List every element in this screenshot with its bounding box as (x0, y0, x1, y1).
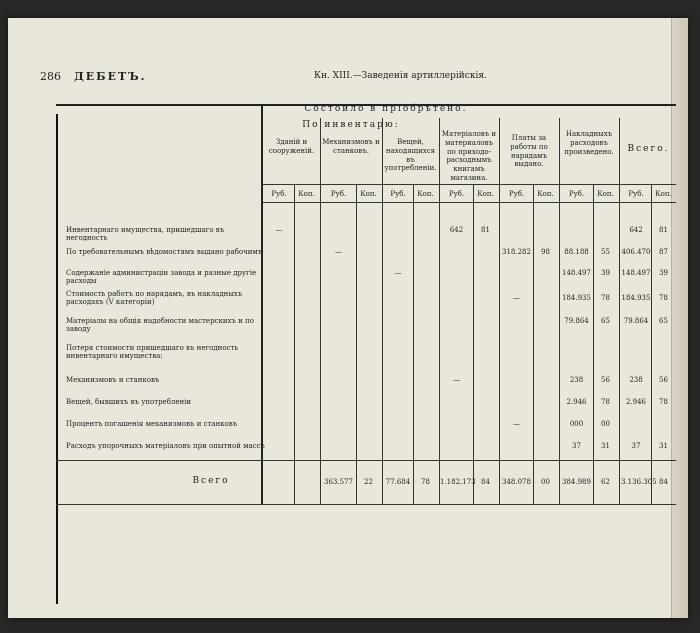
kop-label: Коп. (360, 190, 377, 198)
cell: 55 (601, 248, 610, 256)
total-cell: 77.684 (385, 478, 411, 486)
cell: 31 (659, 442, 668, 450)
cell: 56 (601, 376, 610, 384)
cell: 78 (659, 398, 668, 406)
rub-label: Руб. (628, 190, 644, 198)
cell: 00 (601, 420, 610, 428)
cell: 88.188 (564, 248, 589, 256)
rub-label: Руб. (568, 190, 585, 198)
cell: 238 (569, 376, 584, 384)
cell: 87 (659, 248, 668, 256)
ledger-table (56, 104, 676, 514)
row-label: Расходъ упорочныхъ матеріаловъ при опытной массѣ (66, 442, 265, 450)
row-label: Потеря стоимости пришедшаго въ негодность инвентарнаго имущества: (66, 344, 239, 361)
kop-label: Коп. (417, 190, 434, 198)
cell: 642 (629, 226, 643, 234)
total-cell: 363.577 (324, 478, 353, 486)
cell: 81 (481, 226, 490, 234)
dash: — (394, 269, 402, 277)
total-cell: 84 (481, 478, 490, 486)
total-cell: 62 (601, 478, 610, 486)
sub-title: По инвентарю: (302, 120, 400, 130)
cell: 238 (629, 376, 643, 384)
cell: 78 (601, 294, 610, 302)
col-things: Вещей, находящихся въ употребленіи. (384, 138, 437, 173)
cell: 184.935 (562, 294, 591, 302)
kop-label: Коп. (477, 190, 494, 198)
cell: 78 (659, 294, 668, 302)
row-label: Механизмовъ и станковъ (66, 376, 160, 384)
row-label: Вещей, бывшихъ въ употребленіи (66, 398, 192, 406)
total-cell: 348.078 (502, 478, 531, 486)
dash: — (513, 294, 520, 302)
cell: 98 (541, 248, 550, 256)
page-number: 286 (40, 70, 61, 83)
total-cell: 1.182.173 (440, 478, 476, 486)
dash: — (275, 226, 283, 234)
cell: 39 (659, 269, 668, 277)
cell: 184.935 (621, 294, 651, 302)
total-cell: 00 (541, 478, 550, 486)
kop-label: Коп. (537, 190, 554, 198)
rub-label: Руб. (271, 190, 287, 198)
kop-label: Коп. (655, 190, 672, 198)
cell: 000 (569, 420, 584, 428)
cell: 79.864 (564, 317, 589, 325)
row-label: Стоимость работъ по нарядамъ, въ накладныхъ расходахъ (V категоріи) (66, 290, 243, 307)
cell: 31 (601, 442, 610, 450)
col-total: Всего. (627, 144, 670, 154)
cell: 78 (601, 398, 610, 406)
total-cell: 3.136.305 (621, 478, 657, 486)
cell: 37 (631, 442, 641, 450)
dash: — (453, 376, 460, 384)
cell: 2.946 (625, 398, 647, 406)
top-title: Состоило в пріобрѣтено. (304, 104, 468, 114)
cell: 318.282 (502, 248, 531, 256)
total-cell: 84 (659, 478, 668, 486)
total-cell: 384.989 (562, 478, 591, 486)
dash: — (513, 420, 520, 428)
cell: 2.946 (566, 398, 587, 406)
cell: 56 (659, 376, 668, 384)
total-cell: 78 (421, 478, 430, 486)
dash: — (335, 248, 342, 256)
col-overhead: Накладныхъ расходовъ произведено. (564, 130, 614, 156)
cell: 37 (572, 442, 581, 450)
row-label: По требовательнымъ вѣдомостямъ выдано рабочимъ (66, 248, 263, 256)
col-pay: Платы за работы по нарядамъ выдано. (510, 134, 548, 169)
rub-label: Руб. (390, 190, 406, 198)
rub-label: Руб. (508, 190, 525, 198)
kop-label: Коп. (298, 190, 315, 198)
rub-label: Руб. (330, 190, 347, 198)
cell: 81 (659, 226, 668, 234)
row-label: Процентъ погашенія механизмовъ и станковъ (66, 420, 238, 428)
col-buildings: Зданій и сооруженій. (268, 138, 315, 155)
kop-label: Коп. (597, 190, 614, 198)
chapter-title: Кн. XIII.—Заведенія артиллерійскія. (314, 71, 487, 81)
cell: 65 (601, 317, 610, 325)
cell: 406.470 (621, 248, 651, 256)
cell: 79.864 (623, 317, 649, 325)
cell: 39 (601, 269, 610, 277)
total-label: Всего (192, 476, 230, 486)
row-label: Матеріалы на общія надобности мастерскихъ и по заводу (66, 317, 254, 334)
page-header (34, 70, 654, 88)
total-cell: 22 (364, 478, 373, 486)
col-materials: Матеріаловъ и материаловъ по приходо-расходнымъ книгамъ магазина. (441, 130, 497, 182)
debet-title: ДЕБЕТЪ. (74, 70, 147, 83)
cell: 642 (449, 226, 464, 234)
cell: 148.497 (562, 269, 591, 277)
row-label: Инвентарнаго имущества, пришедшаго въ негодность (66, 226, 225, 243)
col-mech: Механизмовъ и станковъ. (322, 138, 380, 155)
cell: 148.497 (621, 269, 651, 277)
rub-label: Руб. (448, 190, 465, 198)
ledger-page (8, 18, 688, 618)
cell: 65 (659, 317, 668, 325)
row-label: Содержаніе администраціи завода и разные другіе расходы (66, 269, 257, 286)
